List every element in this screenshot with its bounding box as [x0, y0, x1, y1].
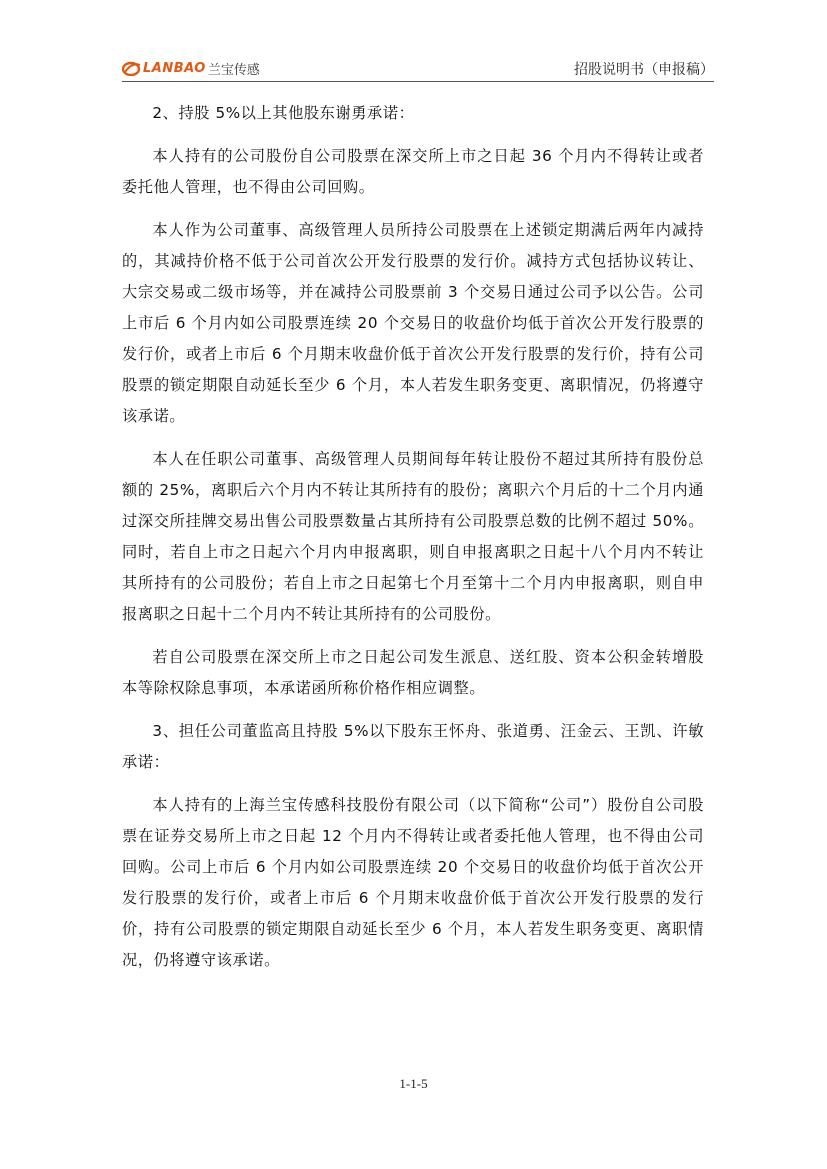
- paragraph-1: 2、持股 5%以上其他股东谢勇承诺：: [152, 104, 415, 122]
- page-header: [122, 56, 714, 80]
- paragraph-2: 本人持有的公司股份自公司股票在深交所上市之日起 36 个月内不得转让或者委托他人管理，也不得由公司回购。: [122, 147, 704, 196]
- document-title: 招股说明书（申报稿）: [574, 62, 714, 78]
- page-number: 1-1-5: [399, 1076, 428, 1091]
- paragraph-7: 本人持有的上海兰宝传感科技股份有限公司（以下简称“公司”）股份自公司股票在证券交易所上市之日起 12 个月内不得转让或者委托他人管理，也不得由公司回购。公司上市后 6 个月内如公司股票连续 20 个交易日的收盘价均低于首次公开发行股票的发行价，或者上市后 6 个月期末收盘价低于首次公开发行股票的发行价，持有公司股票的锁定期限自动延长至少 6 个月，本人若发生职务变更、离职情况，仍将遵守该承诺。: [122, 796, 704, 969]
- paragraph-4: 本人在任职公司董事、高级管理人员期间每年转让股份不超过其所持有股份总额的 25%，离职后六个月内不转让其所持有的股份；离职六个月后的十二个月内通过深交所挂牌交易出售公司股票数量占其所持有公司股票总数的比例不超过 50%。同时，若自上市之日起六个月内申报离职，则自申报离职之日起十八个月内不转让其所持有的公司股份；若自上市之日起第七个月至第十二个月内申报离职，则自申报离职之日起十二个月内不转让其所持有的公司股份。: [122, 450, 704, 623]
- logo-swirl-icon: [122, 60, 142, 76]
- paragraph-3: 本人作为公司董事、高级管理人员所持公司股票在上述锁定期满后两年内减持的，其减持价格不低于公司首次公开发行股票的发行价。减持方式包括协议转让、大宗交易或二级市场等，并在减持公司股票前 3 个交易日通过公司予以公告。公司上市后 6 个月内如公司股票连续 20 个交易日的收盘价均低于首次公开发行股票的发行价，或者上市后 6 个月期末收盘价低于首次公开发行股票的发行价，持有公司股票的锁定期限自动延长至少 6 个月，本人若发生职务变更、离职情况，仍将遵守该承诺。: [122, 221, 704, 425]
- company-name: 兰宝传感: [207, 62, 260, 78]
- paragraph-6: 3、担任公司董监高且持股 5%以下股东王怀舟、张道勇、汪金云、王凯、许敏承诺：: [122, 722, 704, 771]
- logo-wordmark: LANBAO: [143, 60, 206, 76]
- paragraph-5: 若自公司股票在深交所上市之日起公司发生派息、送红股、资本公积金转增股本等除权除息事项，本承诺函所称价格作相应调整。: [122, 648, 704, 697]
- document-body: [122, 98, 704, 988]
- company-logo: [122, 58, 260, 78]
- header-divider: [122, 81, 714, 82]
